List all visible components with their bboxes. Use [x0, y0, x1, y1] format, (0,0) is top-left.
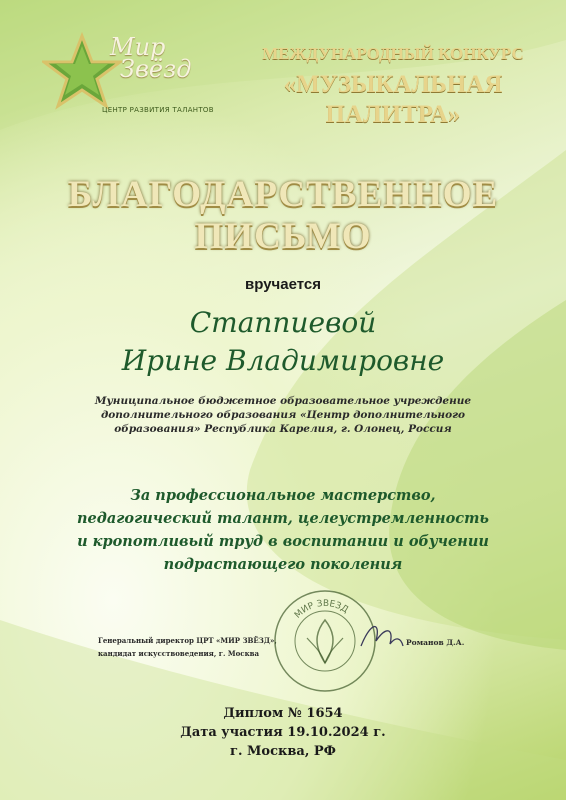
recipient-name: Ирине Владимировне [121, 344, 445, 377]
organization: Муниципальное бюджетное образовательное учреждение дополнительного образования «Центр дополнительного образования» Республика Карелия, г. Олонец, Россия [94, 395, 472, 435]
stamp-text: МИР ЗВЕЗД [293, 598, 350, 621]
document-title-line2: ПИСЬМО [194, 216, 372, 257]
participation-date: Дата участия 19.10.2024 г. [180, 725, 386, 740]
diploma-info [0, 704, 566, 761]
signatory-position: Генеральный директор ЦРТ «МИР ЗВЁЗД», кандидат искусствоведения, г. Москва [98, 636, 277, 658]
recipient-surname: Стаппиевой [189, 306, 377, 339]
logo-subtitle: ЦЕНТР РАЗВИТИЯ ТАЛАНТОВ [102, 106, 214, 114]
signature [356, 616, 406, 656]
contest-label: МЕЖДУНАРОДНЫЙ КОНКУРС [262, 44, 524, 63]
presented-label: вручается [245, 276, 321, 293]
issue-place: г. Москва, РФ [230, 744, 336, 759]
document-title-line1: БЛАГОДАРСТВЕННОЕ [67, 174, 499, 215]
diploma-number: Диплом № 1654 [223, 706, 343, 721]
logo-name: Мир Звёзд [110, 33, 192, 83]
award-reason: За профессиональное мастерство, педагогический талант, целеустремленность и кропотливый труд в воспитании и обучении подрастающего поколения [77, 487, 489, 573]
contest-name: «МУЗЫКАЛЬНАЯ ПАЛИТРА» [283, 71, 503, 128]
signatory-name: Романов Д.А. [406, 638, 465, 647]
svg-text:МИР ЗВЕЗД [293, 599, 350, 621]
